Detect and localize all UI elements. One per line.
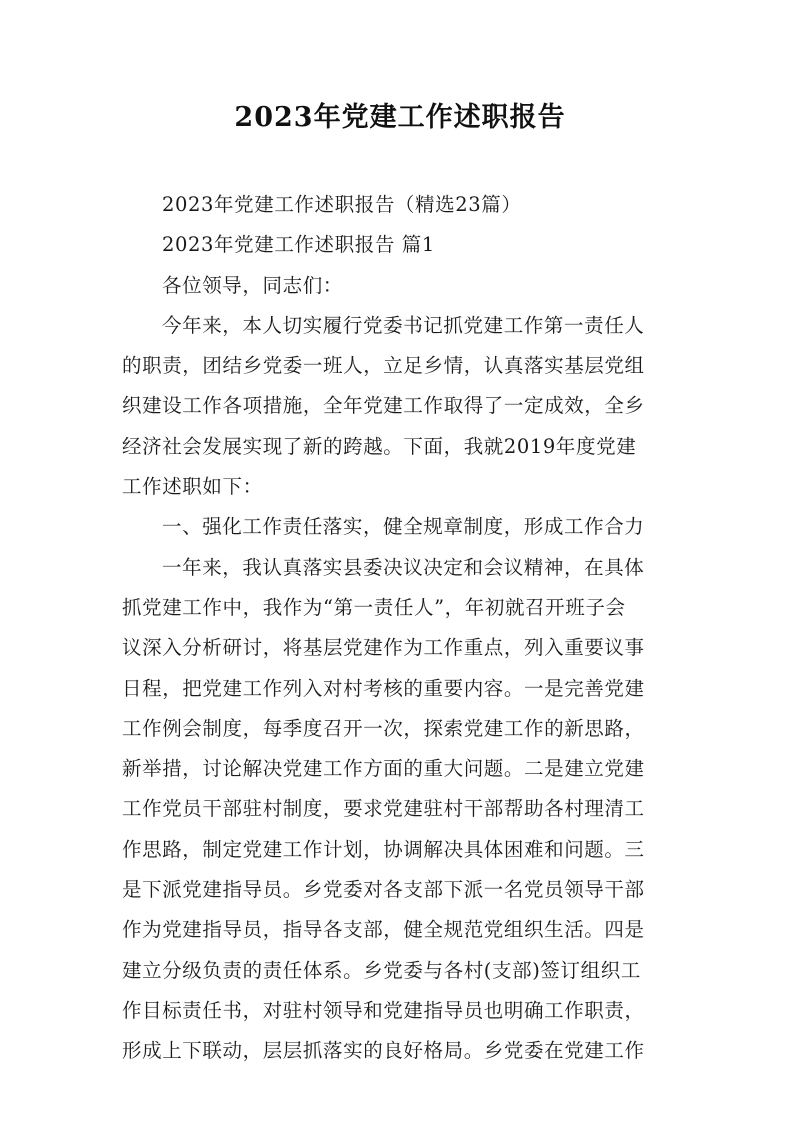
paragraph-line: 织建设工作各项措施，全年党建工作取得了一定成效，全乡 (122, 394, 645, 418)
paragraph-line: 经济社会发展实现了新的跨越。下面，我就2019年度党建 (122, 434, 637, 458)
paragraph-line: 工作述职如下： (122, 475, 263, 499)
paragraph-line: 抓党建工作中，我作为“第一责任人”，年初就召开班子会 (122, 595, 626, 619)
paragraph-line: 建立分级负责的责任体系。乡党委与各村(支部)签订组织工 (122, 958, 641, 982)
paragraph-line: 工作党员干部驻村制度，要求党建驻村干部帮助各村理清工 (122, 797, 645, 821)
paragraph-line: 作目标责任书，对驻村领导和党建指导员也明确工作职责， (122, 998, 645, 1022)
paragraph-line: 形成上下联动，层层抓落实的良好格局。乡党委在党建工作 (122, 1039, 645, 1063)
paragraph-line: 一年来，我认真落实县委决议决定和会议精神，在具体 (162, 555, 645, 579)
paragraph-line: 新举措，讨论解决党建工作方面的重大问题。二是建立党建 (122, 757, 645, 781)
document-body (122, 185, 682, 1072)
paragraph-line: 的职责，团结乡党委一班人，立足乡情，认真落实基层党组 (122, 354, 645, 378)
section-heading: 2023年党建工作述职报告 篇1 (162, 233, 435, 257)
subsection-heading: 一、强化工作责任落实，健全规章制度，形成工作合力 (162, 515, 645, 539)
paragraph-line: 作思路，制定党建工作计划，协调解决具体困难和问题。三 (122, 837, 645, 861)
salutation: 各位领导，同志们： (162, 273, 343, 297)
paragraph-line: 日程，把党建工作列入对村考核的重要内容。一是完善党建 (122, 676, 645, 700)
document-title: 2023年党建工作述职报告 (234, 102, 566, 133)
paragraph-line: 议深入分析研讨，将基层党建作为工作重点，列入重要议事 (122, 636, 645, 660)
paragraph-line: 是下派党建指导员。乡党委对各支部下派一名党员领导干部 (122, 878, 645, 902)
subtitle-line: 2023年党建工作述职报告（精选23篇） (162, 193, 522, 216)
paragraph-line: 工作例会制度，每季度召开一次，探索党建工作的新思路， (122, 716, 645, 740)
paragraph-line: 今年来，本人切实履行党委书记抓党建工作第一责任人 (162, 313, 645, 337)
paragraph-line: 作为党建指导员，指导各支部，健全规范党组织生活。四是 (122, 918, 645, 942)
